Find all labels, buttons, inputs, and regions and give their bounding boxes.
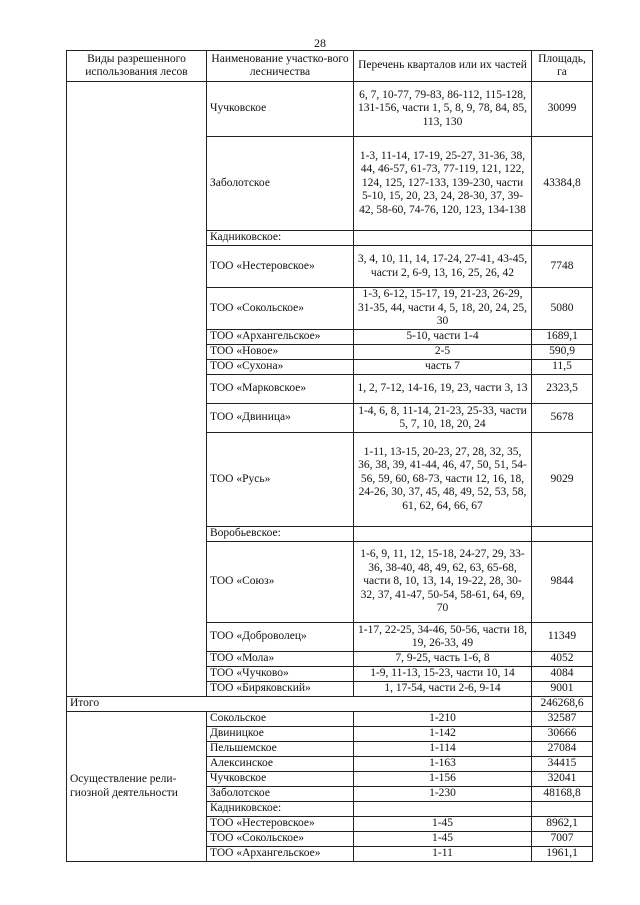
forestry-name: ТОО «Союз» — [207, 542, 354, 623]
forestry-name: Заболотское — [207, 137, 354, 231]
area-value: 590,9 — [532, 345, 593, 360]
forestry-name: ТОО «Нестеровское» — [207, 246, 354, 288]
area-value: 32041 — [532, 772, 593, 787]
forestry-name: ТОО «Чучково» — [207, 667, 354, 682]
forestry-name: ТОО «Мола» — [207, 652, 354, 667]
table-row — [67, 712, 593, 727]
total-label: Итого — [67, 697, 532, 712]
area-value: 8962,1 — [532, 817, 593, 832]
area-value: 9844 — [532, 542, 593, 623]
quarters-list: 1-17, 22-25, 34-46, 50-56, части 18, 19, 26-33, 49 — [354, 623, 532, 652]
page-number: 28 — [314, 36, 326, 50]
use-religious-activity: Осуществление рели-гиозной деятельности — [67, 712, 207, 862]
forestry-name: ТОО «Нестеровское» — [207, 817, 354, 832]
area-value: 30666 — [532, 727, 593, 742]
forestry-group-name: Воробьевское: — [207, 527, 354, 542]
area-value: 11,5 — [532, 360, 593, 375]
area-value: 5080 — [532, 288, 593, 330]
quarters-list: 1-230 — [354, 787, 532, 802]
forestry-name: ТОО «Сокольское» — [207, 832, 354, 847]
use-cell-blank — [67, 82, 207, 697]
quarters-list: 5-10, части 1-4 — [354, 330, 532, 345]
forestry-group-name: Кадниковское: — [207, 802, 354, 817]
forestry-name: ТОО «Двиница» — [207, 404, 354, 433]
area-value: 1961,1 — [532, 847, 593, 862]
forestry-name: Чучковское — [207, 82, 354, 137]
header-area: Площадь, га — [532, 51, 593, 82]
quarters-list — [354, 231, 532, 246]
forestry-name: Двиницкое — [207, 727, 354, 742]
forestry-name: Пельшемское — [207, 742, 354, 757]
area-value: 32587 — [532, 712, 593, 727]
forestry-group-name: Кадниковское: — [207, 231, 354, 246]
forestry-name: ТОО «Новое» — [207, 345, 354, 360]
quarters-list: 1-3, 11-14, 17-19, 25-27, 31-36, 38, 44, 46-57, 61-73, 77-119, 121, 122, 124, 125, 127-133, 139-230, части 5-10, 15, 20, 23, 24, 28-30, 37, 39-42, 58-60, 74-76, 120, 123, 134-138 — [354, 137, 532, 231]
area-value: 30099 — [532, 82, 593, 137]
area-value: 1689,1 — [532, 330, 593, 345]
forestry-name: ТОО «Архангельское» — [207, 847, 354, 862]
quarters-list: 1-156 — [354, 772, 532, 787]
area-value: 48168,8 — [532, 787, 593, 802]
area-value: 43384,8 — [532, 137, 593, 231]
area-value: 9001 — [532, 682, 593, 697]
quarters-list: 1-114 — [354, 742, 532, 757]
quarters-list: 1-3, 6-12, 15-17, 19, 21-23, 26-29, 31-35, 44, части 4, 5, 18, 20, 24, 25, 30 — [354, 288, 532, 330]
table-row — [67, 82, 593, 137]
total-row — [67, 697, 593, 712]
quarters-list: 1-45 — [354, 832, 532, 847]
quarters-list: 3, 4, 10, 11, 14, 17-24, 27-41, 43-45, части 2, 6-9, 13, 16, 25, 26, 42 — [354, 246, 532, 288]
area-value — [532, 231, 593, 246]
area-value: 7007 — [532, 832, 593, 847]
header-quarters: Перечень кварталов или их частей — [354, 51, 532, 82]
quarters-list: 1-11 — [354, 847, 532, 862]
forestry-name: Заболотское — [207, 787, 354, 802]
forestry-name: ТОО «Доброволец» — [207, 623, 354, 652]
area-value: 11349 — [532, 623, 593, 652]
quarters-list: 1-4, 6, 8, 11-14, 21-23, 25-33, части 5, 7, 10, 18, 20, 24 — [354, 404, 532, 433]
forestry-name: ТОО «Сухона» — [207, 360, 354, 375]
quarters-list: 1-11, 13-15, 20-23, 27, 28, 32, 35, 36, 38, 39, 41-44, 46, 47, 50, 51, 54-56, 59, 60, 68-73, части 12, 16, 18, 24-26, 30, 37, 45, 48, 49, 52, 53, 58, 61, 62, 64, 66, 67 — [354, 433, 532, 527]
area-value: 4084 — [532, 667, 593, 682]
forestry-name: ТОО «Архангельское» — [207, 330, 354, 345]
forestry-name: ТОО «Русь» — [207, 433, 354, 527]
area-value: 4052 — [532, 652, 593, 667]
quarters-list: 6, 7, 10-77, 79-83, 86-112, 115-128, 131-156, части 1, 5, 8, 9, 78, 84, 85, 113, 130 — [354, 82, 532, 137]
quarters-list — [354, 802, 532, 817]
quarters-list: часть 7 — [354, 360, 532, 375]
forestry-name: ТОО «Марковское» — [207, 375, 354, 404]
table-header-row — [67, 51, 593, 82]
header-forestry-name: Наименование участко-вого лесничества — [207, 51, 354, 82]
quarters-list: 1-6, 9, 11, 12, 15-18, 24-27, 29, 33-36, 38-40, 48, 49, 62, 63, 65-68, части 8, 10, 13, 14, 19-22, 28, 30-32, 37, 41-47, 50-54, 58-61, 64, 69, 70 — [354, 542, 532, 623]
area-value — [532, 527, 593, 542]
quarters-list: 1-9, 11-13, 15-23, части 10, 14 — [354, 667, 532, 682]
quarters-list: 1, 17-54, части 2-6, 9-14 — [354, 682, 532, 697]
area-value: 7748 — [532, 246, 593, 288]
header-use: Виды разрешенного использования лесов — [67, 51, 207, 82]
forestry-name: ТОО «Сокольское» — [207, 288, 354, 330]
area-value — [532, 802, 593, 817]
forestry-name: Чучковское — [207, 772, 354, 787]
area-value: 9029 — [532, 433, 593, 527]
total-area: 246268,6 — [532, 697, 593, 712]
area-value: 34415 — [532, 757, 593, 772]
quarters-list: 7, 9-25, часть 1-6, 8 — [354, 652, 532, 667]
forestry-name: ТОО «Биряковский» — [207, 682, 354, 697]
area-value: 2323,5 — [532, 375, 593, 404]
quarters-list — [354, 527, 532, 542]
quarters-list: 1-45 — [354, 817, 532, 832]
quarters-list: 2-5 — [354, 345, 532, 360]
quarters-list: 1-210 — [354, 712, 532, 727]
area-value: 27084 — [532, 742, 593, 757]
quarters-list: 1-142 — [354, 727, 532, 742]
forestry-name: Сокольское — [207, 712, 354, 727]
area-value: 5678 — [532, 404, 593, 433]
forestry-name: Алексинское — [207, 757, 354, 772]
quarters-list: 1-163 — [354, 757, 532, 772]
quarters-list: 1, 2, 7-12, 14-16, 19, 23, части 3, 13 — [354, 375, 532, 404]
forest-use-table — [66, 50, 593, 862]
